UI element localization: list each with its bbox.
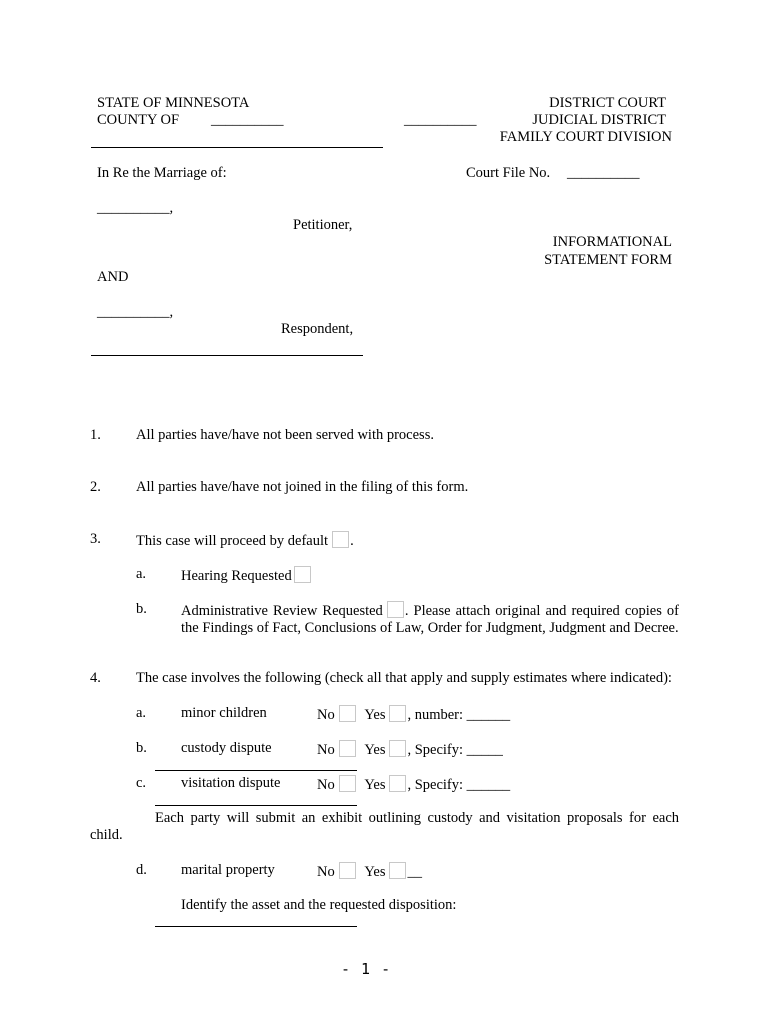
item-3b-paragraph [181,601,679,637]
no-label: No [317,707,335,723]
exhibit-note: Each party will submit an exhibit outlining custody and visitation proposals for each child. [90,810,679,843]
separator-rule [155,805,357,806]
item-3-number: 3. [90,531,101,547]
item-2-number: 2. [90,479,101,495]
county-blank[interactable]: __________ [211,112,284,128]
custody-dispute-options [317,740,503,759]
admin-review-label: Administrative Review Requested [181,603,383,619]
header-rule [91,147,383,148]
visitation-dispute-options [317,775,510,794]
item-1-number: 1. [90,427,101,443]
marital-property-yes-checkbox[interactable] [389,862,406,879]
petitioner-name-blank[interactable]: __________, [97,200,174,216]
judicial-district: JUDICIAL DISTRICT [532,112,666,128]
custody-dispute-label: custody dispute [181,740,272,756]
no-label: No [317,742,335,758]
custody-dispute-yes-checkbox[interactable] [389,740,406,757]
minor-children-options [317,705,510,724]
item-4d-letter: d. [136,862,147,878]
yes-label: Yes [364,864,386,880]
admin-review-instructions: . Please attach original and required copies of the Findings of Fact, Conclusions of Law, Order for Judgment, Judgment and Decree. [181,603,679,636]
hearing-requested-checkbox[interactable] [294,566,311,583]
yes-label: Yes [364,742,386,758]
item-3a-line [181,566,312,585]
item-3b-letter: b. [136,601,147,617]
form-title-line1: INFORMATIONAL [552,234,672,250]
custody-dispute-no-checkbox[interactable] [339,740,356,757]
item-3-text: This case will proceed by default [136,533,329,549]
marital-property-options [317,862,422,881]
county-label: COUNTY OF [97,112,180,128]
separator-rule [155,926,357,927]
item-4-text: The case involves the following (check all that apply and supply estimates where indicated): [136,670,672,686]
visitation-dispute-label: visitation dispute [181,775,281,791]
no-label: No [317,864,335,880]
visitation-dispute-yes-checkbox[interactable] [389,775,406,792]
and-label: AND [97,269,129,285]
item-4b-letter: b. [136,740,147,756]
minor-children-number[interactable]: , number: ______ [407,707,511,723]
identify-asset-text: Identify the asset and the requested disposition: [181,897,457,913]
item-1-text: All parties have/have not been served with process. [136,427,434,443]
petitioner-label: Petitioner, [293,217,353,233]
item-3-period: . [350,533,354,549]
item-4a-letter: a. [136,705,147,721]
page-number: - 1 - [341,960,392,978]
custody-dispute-specify[interactable]: , Specify: _____ [407,742,503,758]
state-name: STATE OF MINNESOTA [97,95,250,111]
visitation-dispute-specify[interactable]: , Specify: ______ [407,777,511,793]
yes-label: Yes [364,707,386,723]
item-4c-letter: c. [136,775,147,791]
in-re-marriage: In Re the Marriage of: [97,165,227,181]
minor-children-label: minor children [181,705,267,721]
item-3a-letter: a. [136,566,147,582]
caption-rule [91,355,363,356]
separator-rule [155,770,357,771]
hearing-requested-label: Hearing Requested [181,568,292,584]
court-file-blank[interactable]: __________ [567,165,640,181]
item-2-text: All parties have/have not joined in the filing of this form. [136,479,469,495]
item-3-line [136,531,354,550]
form-title-line2: STATEMENT FORM [544,252,672,268]
admin-review-checkbox[interactable] [387,601,404,618]
marital-property-blank[interactable]: __ [407,864,422,880]
respondent-label: Respondent, [281,321,354,337]
district-blank[interactable]: __________ [404,112,477,128]
court-file-label: Court File No. [466,165,551,181]
minor-children-yes-checkbox[interactable] [389,705,406,722]
minor-children-no-checkbox[interactable] [339,705,356,722]
no-label: No [317,777,335,793]
marital-property-label: marital property [181,862,275,878]
yes-label: Yes [364,777,386,793]
marital-property-no-checkbox[interactable] [339,862,356,879]
respondent-name-blank[interactable]: __________, [97,304,174,320]
default-checkbox[interactable] [332,531,349,548]
district-court: DISTRICT COURT [549,95,666,111]
item-4-number: 4. [90,670,101,686]
visitation-dispute-no-checkbox[interactable] [339,775,356,792]
family-court-division: FAMILY COURT DIVISION [499,129,672,145]
